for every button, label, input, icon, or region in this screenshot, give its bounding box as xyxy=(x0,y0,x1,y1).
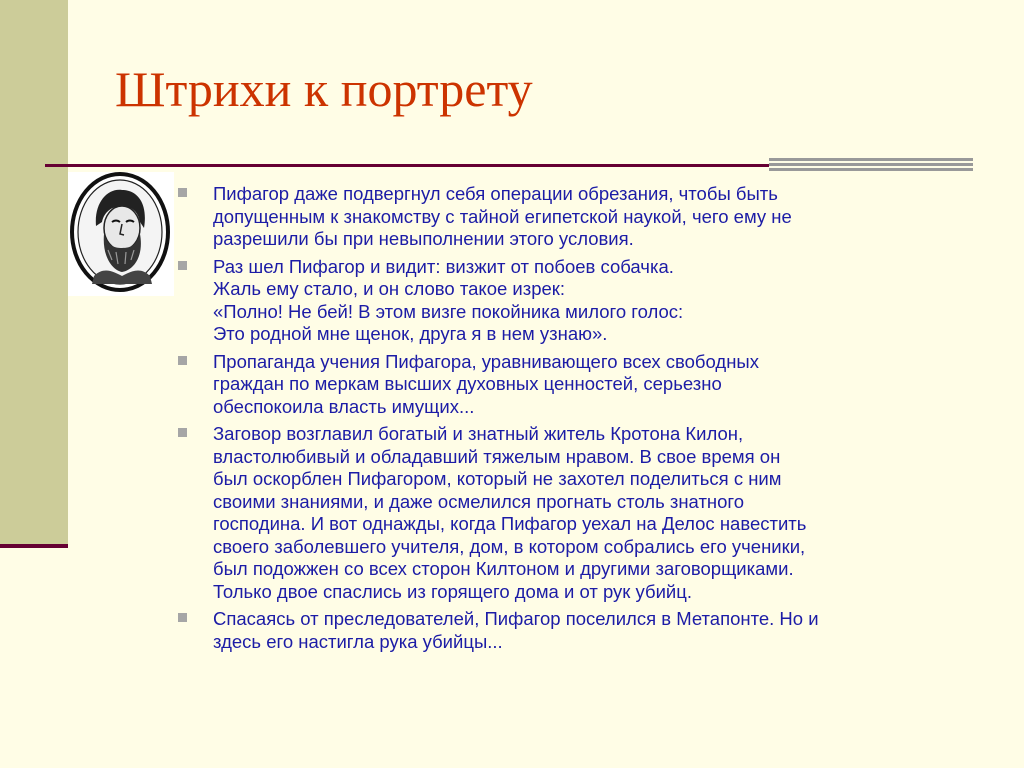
bullet-item xyxy=(178,256,973,346)
bullet-text-line: своими знаниями, и даже осмелился прогнать столь знатного xyxy=(213,490,745,512)
left-accent-band xyxy=(0,0,68,548)
bullet-text-line: Только двое спаслись из горящего дома и от рук убийц. xyxy=(213,580,692,602)
bullet-item xyxy=(178,608,973,653)
bullet-text-line: Пифагор даже подвергнул себя операции обрезания, чтобы быть xyxy=(213,183,778,204)
bullet-square-icon xyxy=(178,428,187,437)
bullet-text-line: граждан по меркам высших духовных ценностей, серьезно xyxy=(213,373,722,394)
bullet-text-line: «Полно! Не бей! В этом визге покойника милого голос: xyxy=(213,300,684,322)
bullet-item xyxy=(178,183,973,251)
bullet-text-line: здесь его настигла рука убийцы... xyxy=(213,630,503,652)
bullet-square-icon xyxy=(178,261,187,270)
title-divider-accent xyxy=(769,158,973,172)
bullet-text-line: Пропаганда учения Пифагора, уравнивающего всех свободных xyxy=(213,350,759,372)
bullet-square-icon xyxy=(178,613,187,622)
bullet-text-line: Жаль ему стало, и он слово такое изрек: xyxy=(213,278,566,299)
bullet-list xyxy=(178,183,973,658)
bullet-text-line: Раз шел Пифагор и видит: визжит от побоев собачка. xyxy=(213,255,674,277)
portrait-image xyxy=(68,172,174,296)
bullet-square-icon xyxy=(178,188,187,197)
left-band-divider xyxy=(0,544,68,548)
title-divider xyxy=(45,164,769,167)
bullet-text-line: властолюбивый и обладавший тяжелым нравом. В свое время он xyxy=(213,445,781,467)
bullet-text-line: был оскорблен Пифагором, который не захотел поделиться с ним xyxy=(213,468,782,489)
bullet-text-line: был подожжен со всех сторон Килтоном и другими заговорщиками. xyxy=(213,558,794,579)
bullet-text-line: господина. И вот однажды, когда Пифагор уехал на Делос навестить xyxy=(213,513,807,534)
bullet-text-line: Спасаясь от преследователей, Пифагор поселился в Метапонте. Но и xyxy=(213,608,819,629)
bullet-text-line: разрешили бы при невыполнении этого условия. xyxy=(213,228,634,249)
bullet-text-line: Заговор возглавил богатый и знатный житель Кротона Килон, xyxy=(213,423,744,444)
bullet-item xyxy=(178,423,973,603)
bullet-square-icon xyxy=(178,356,187,365)
bullet-text-line: обеспокоила власть имущих... xyxy=(213,395,475,417)
pythagoras-portrait-icon xyxy=(68,172,174,296)
bullet-text-line: допущенным к знакомству с тайной египетской наукой, чего ему не xyxy=(213,205,792,227)
bullet-item xyxy=(178,351,973,419)
bullet-text-line: своего заболевшего учителя, дом, в котором собрались его ученики, xyxy=(213,535,806,557)
bullet-text-line: Это родной мне щенок, друга я в нем узнаю». xyxy=(213,323,608,344)
slide-title: Штрихи к портрету xyxy=(115,61,533,117)
